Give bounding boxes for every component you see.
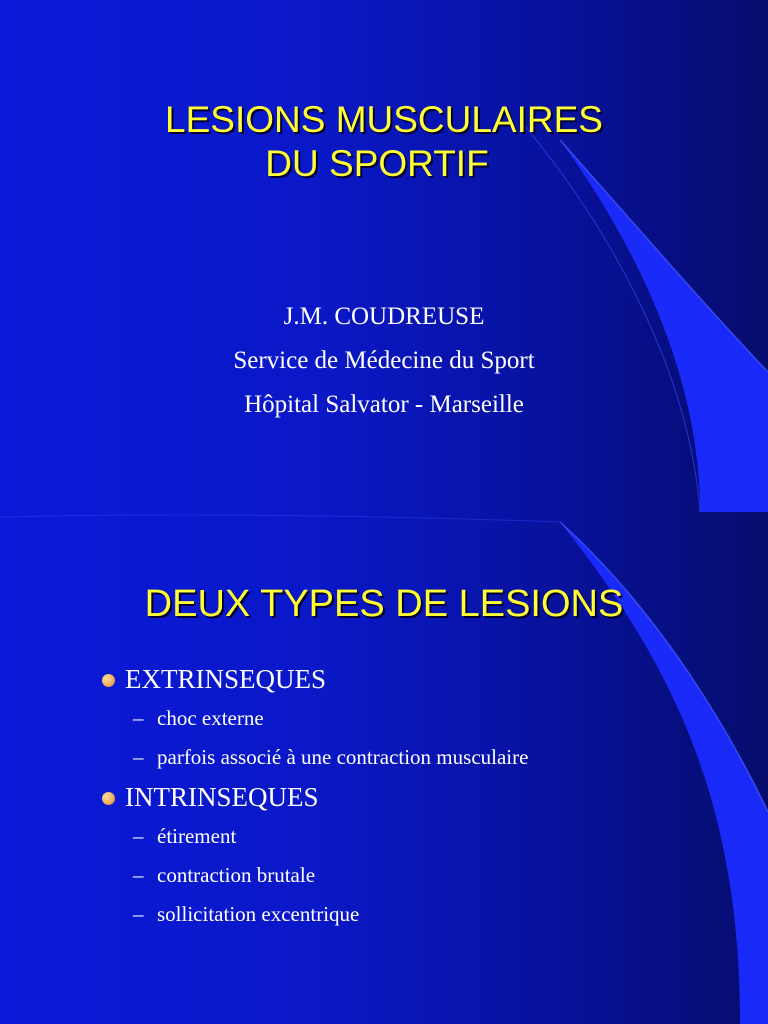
slide-heading: DEUX TYPES DE LESIONS: [144, 583, 624, 625]
hospital-name: Hôpital Salvator - Marseille: [244, 391, 524, 418]
sub-item: [102, 738, 742, 777]
sub-item: [102, 699, 742, 738]
sub-item: [102, 895, 742, 934]
author-block: [0, 295, 768, 427]
sub-item-label: sollicitation excentrique: [157, 902, 360, 926]
title-line-1: LESIONS MUSCULAIRES: [165, 99, 603, 140]
dash-icon: –: [133, 824, 144, 848]
bullet-icon: [102, 674, 115, 687]
list-item-extrinseques: [102, 659, 742, 699]
bullet-icon: [102, 792, 115, 805]
author-name: J.M. COUDREUSE: [283, 303, 485, 330]
sub-item-label: parfois associé à une contraction musculaire: [157, 745, 529, 769]
sub-item: [102, 817, 742, 856]
dash-icon: –: [133, 902, 144, 926]
list-item-intrinseques: [102, 777, 742, 817]
sub-item-label: étirement: [157, 824, 237, 848]
sub-item-label: contraction brutale: [157, 863, 316, 887]
slide-lesion-types: [0, 512, 768, 1024]
lesion-list: [102, 659, 742, 934]
dash-icon: –: [133, 745, 144, 769]
dash-icon: –: [133, 863, 144, 887]
group-label: EXTRINSEQUES: [125, 664, 326, 694]
slide-title-heading: [0, 98, 768, 186]
title-line-2: DU SPORTIF: [265, 143, 489, 184]
sub-item: [102, 856, 742, 895]
sub-item-label: choc externe: [157, 706, 264, 730]
department-name: Service de Médecine du Sport: [233, 347, 535, 374]
group-label: INTRINSEQUES: [125, 782, 319, 812]
dash-icon: –: [133, 706, 144, 730]
